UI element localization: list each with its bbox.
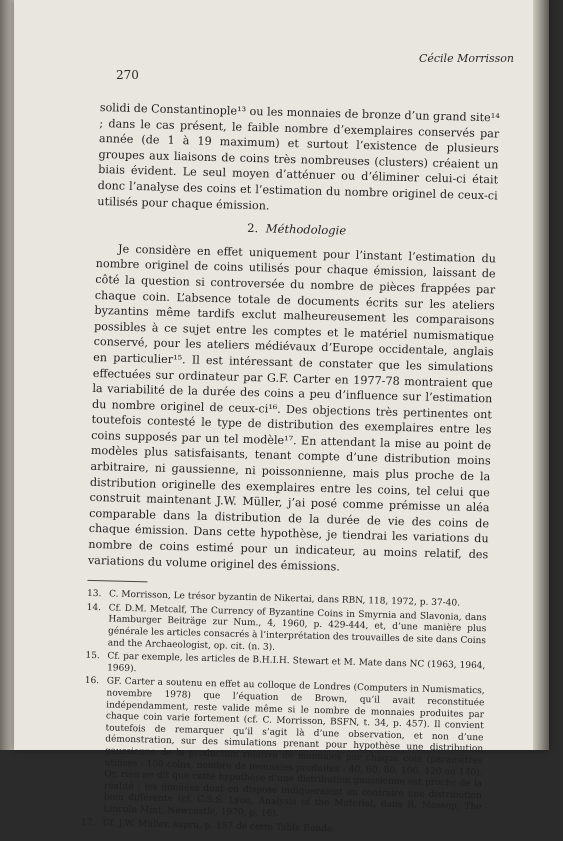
paragraph-1: solidi de Constantinople¹³ ou les monnaies de bronze d’un grand site¹⁴ ; dans le cas présent, le faible nombre d’exemplaires conservés par année (de 1 à 19 maximum) et surtout l’existence de plusieurs groupes aux liaisons de coins très nombreuses (clusters) créaient un biais évident. Le seul moyen d’atténuer ou d’éliminer celui-ci était donc l’analyse des coins et l’estimation du nombre originel de ceux-ci utilisés pour chaque émission. bbox=[97, 100, 500, 213]
section-heading bbox=[97, 217, 497, 243]
footnote bbox=[81, 676, 485, 826]
footnote-divider bbox=[87, 580, 147, 583]
page-number: 270 bbox=[116, 68, 139, 82]
footnote-text: Cf. D.M. Metcalf, The Currency of Byzantine Coins in Smyrnia and Slavonia, dans Hamburger Beiträge zur Num., 4, 1960, p. 429-444, et, d’une manière plus générale les articles consacrés à l’interprétation des trouvailles de site dans Coins and the Archaeologist, op. cit. (n. 3). bbox=[107, 603, 487, 653]
footnote-number: 17. bbox=[80, 817, 96, 828]
page-edge bbox=[533, 0, 549, 750]
footnote bbox=[86, 603, 487, 660]
footnote-number: 16. bbox=[84, 676, 100, 687]
footnote-text: Cf. J.W. Müller, supra, p. 157 de cette Table Ronde. bbox=[102, 817, 336, 834]
footnote-text: C. Morrisson, Le trésor byzantin de Nikertai, dans RBN, 118, 1972, p. 37-40. bbox=[108, 589, 461, 609]
footnote-number: 14. bbox=[86, 602, 102, 614]
footnote-text: Cf. par exemple, les articles de B.H.I.H. Stewart et M. Mate dans NC (1963, 1964, 1969). bbox=[106, 651, 486, 674]
footnote-number: 15. bbox=[85, 650, 100, 662]
running-head-author: Cécile Morrisson bbox=[418, 52, 514, 65]
section-number: 2. bbox=[247, 221, 259, 236]
footnotes bbox=[81, 589, 487, 839]
paragraph-2: Je considère en effet uniquement pour l’instant l’estimation du nombre originel de coins utilisés pour chaque émission, laissant de côté la question si controversée du nombre de pièces frappées par chaque coin. L’absence totale de documents écrits sur les ateliers byzantins même tardifs exclut malheureusement les comparaisons possibles à ce sujet entre les comptes et le matériel numismatique conservé, pour les ateliers médiévaux d’Europe occidentale, anglais en particulier¹⁵. Il est intéressant de constater que les simulations effectuées sur ordinateur par G.F. Carter en 1977-78 montraient que la variabilité de la durée des coins a peu d’influence sur l’estimation du nombre originel de ceux-ci¹⁶. Des objections très pertinentes ont toutefois contesté le type de distribution des exemplaires entre les coins supposés par un tel modèle¹⁷. En attendant la mise au point de modèles plus satisfaisants, tenant compte d’une distribution moins arbitraire, ni gaussienne, ni poissonnienne, mais plus proche de la distribution originelle des exemplaires entre les coins, tel celui que construit maintenant J.W. Müller, j’ai posé comme prémisse un aléa comparable dans la distribution de la durée de vie des coins de chaque émission. Dans cette hypothèse, je tiendrai les variations du nombre de coins estimé pour un indicateur, au moins relatif, des variations du volume originel des émissions. bbox=[87, 242, 497, 574]
page-header bbox=[94, 44, 514, 84]
section-title: Méthodologie bbox=[265, 221, 347, 238]
footnote-text: GF. Carter a soutenu en effet au colloque de Londres (Computers in Numismatics, novembre 1978) que l’équation de Brown, qu’il avait reconstituée indépendamment, reste valide même si le nombre de monnaies produites par chaque coin varie fortement (cf. C. Morrisson, BSFN, t. 34, p. 457). Il convient toutefois de remarquer qu’il s’agit là d’une observation, et non d’une démonstration, sur des simulations prenant pour hypothèse une distribution gaussienne de la production relative de monnaies par chaque coin (paramètres utilisés : 100 coins, nombre de monnaies produites : 40, 60, 80, 100, 120 ou 140). Or, rien ne dit que cette hypothèse d’une distribution gaussienne est proche de la réalité ; les données dont on dispose indiqueraient au contraire une distribution bien différente (cf. C.S.S. Lyon, Analysis of the Material, dans R. Mossop, The Lincoln Mint, Newcastle, 1970, p. 16). bbox=[103, 676, 485, 819]
main-text bbox=[81, 100, 500, 841]
footnote-number: 13. bbox=[86, 589, 102, 600]
